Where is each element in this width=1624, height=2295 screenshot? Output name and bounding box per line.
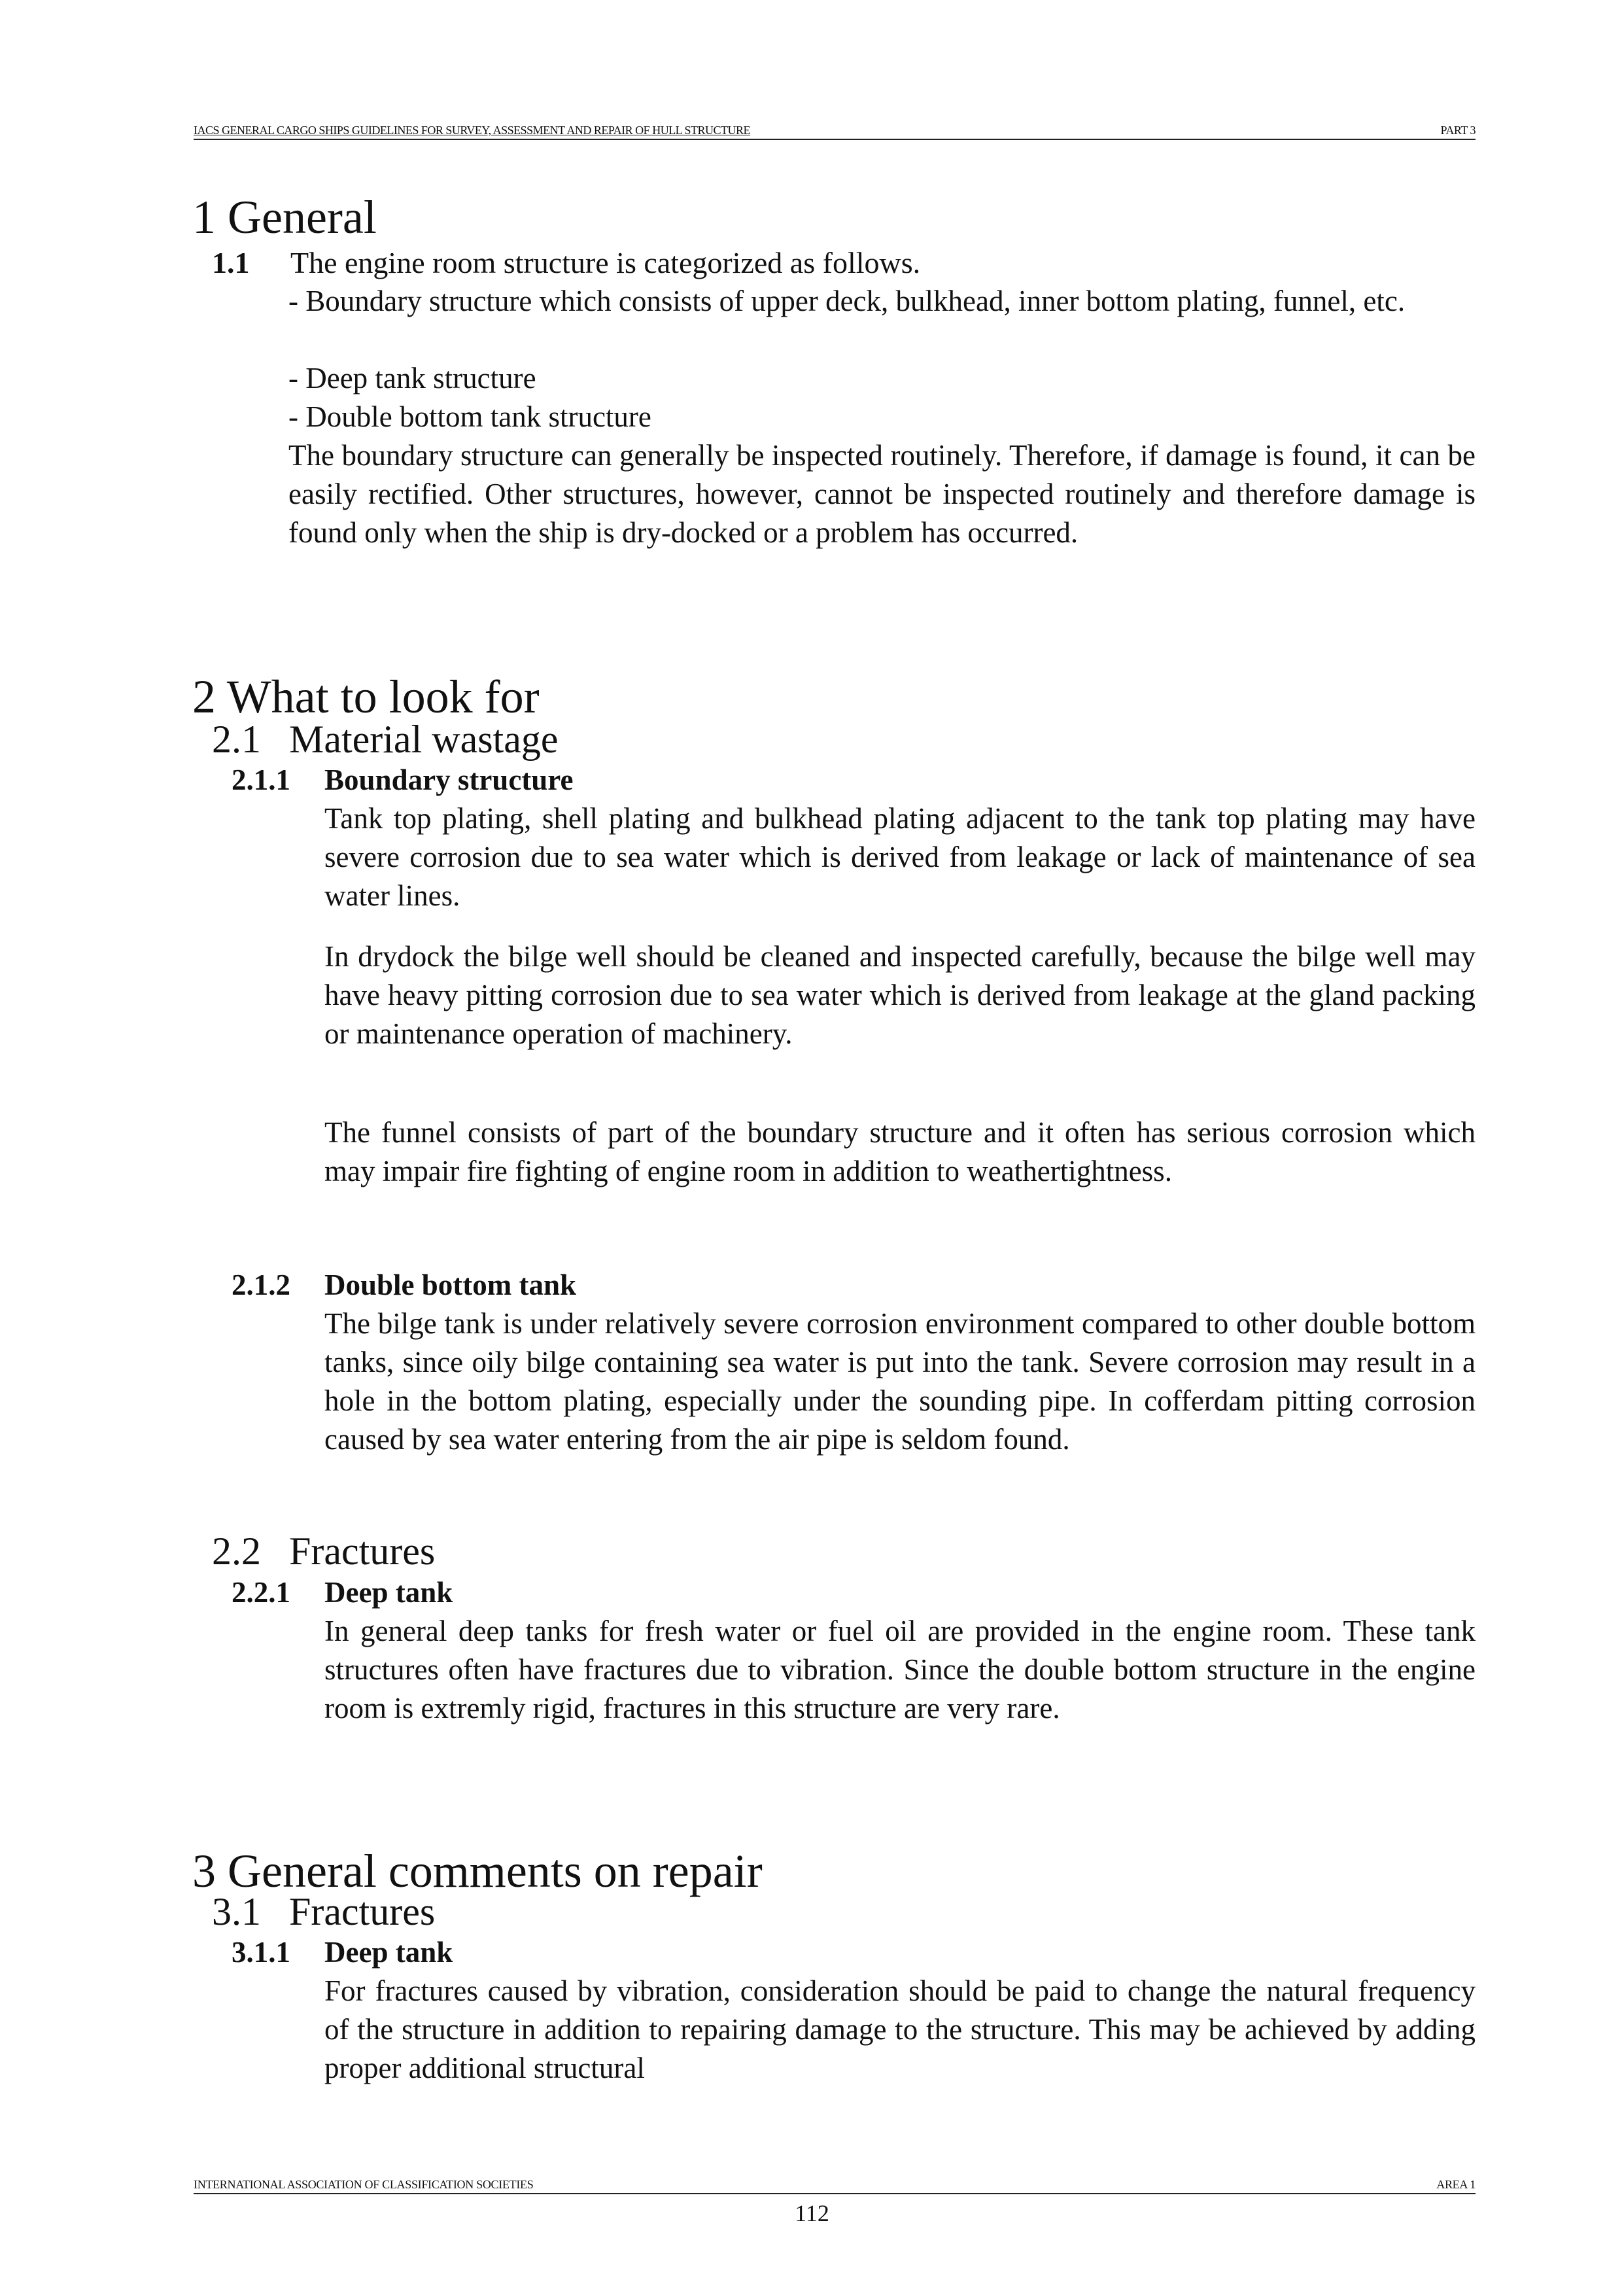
subsection-2-2-1-number: 2.2.1	[232, 1576, 290, 1609]
subsection-1-1-text: The engine room structure is categorized as follows.	[290, 246, 921, 279]
header-title: IACS GENERAL CARGO SHIPS GUIDELINES FOR SURVEY, ASSESSMENT AND REPAIR OF HULL STRUCTURE	[194, 124, 751, 137]
subsection-3-1-1-title: Deep tank	[324, 1936, 453, 1969]
subsection-3-1-1-number: 3.1.1	[232, 1936, 290, 1969]
subsection-2-1-1	[232, 761, 573, 799]
header-part: PART 3	[1440, 124, 1476, 137]
subsection-2-1	[212, 716, 558, 762]
section-1-paragraph: The boundary structure can generally be inspected routinely. Therefore, if damage is found, it can be easily rectified. Other structures, however, cannot be inspected routinely and therefore damage is found only when the ship is dry-docked or a problem has occurred.	[288, 439, 1476, 549]
running-header	[194, 122, 1476, 140]
subsection-1-1	[212, 243, 920, 283]
boundary-paragraph-3: The funnel consists of part of the boundary structure and it often has serious corrosion which may impair fire fighting of engine room in addition to weathertightness.	[324, 1116, 1476, 1187]
subsection-3-1-title: Fractures	[289, 1890, 436, 1933]
page-number: 112	[795, 2200, 829, 2226]
bullet-deep-tank: - Deep tank structure	[288, 362, 536, 394]
subsection-2-1-2-number: 2.1.2	[232, 1269, 290, 1301]
section-2-heading: 2 What to look for	[192, 671, 540, 723]
deep-tank-repair-paragraph: For fractures caused by vibration, consideration should be paid to change the natural frequency of the structure in addition to repairing damage to the structure. This may be achieved by adding proper additional structural	[324, 1974, 1476, 2084]
section-1-heading: 1 General	[192, 191, 377, 243]
double-bottom-paragraph: The bilge tank is under relatively severe corrosion environment compared to other double bottom tanks, since oily bilge containing sea water is put into the tank. Severe corrosion may result in a hole in the bottom plating, especially under the sounding pipe. In cofferdam pitting corrosion caused by sea water entering from the air pipe is seldom found.	[324, 1307, 1476, 1456]
boundary-paragraph-1: Tank top plating, shell plating and bulkhead plating adjacent to the tank top plating may have severe corrosion due to sea water which is derived from leakage or lack of maintenance of sea water lines.	[324, 802, 1476, 912]
subsection-2-2	[212, 1528, 435, 1574]
subsection-2-1-2	[232, 1266, 576, 1304]
subsection-2-1-1-number: 2.1.1	[232, 763, 290, 796]
subsection-2-2-1	[232, 1573, 453, 1611]
subsection-2-1-number: 2.1	[212, 718, 261, 761]
subsection-2-2-title: Fractures	[289, 1530, 436, 1573]
subsection-2-2-number: 2.2	[212, 1530, 261, 1573]
bullet-double-bottom: - Double bottom tank structure	[288, 400, 651, 433]
footer-area: AREA 1	[1436, 2178, 1476, 2191]
subsection-2-1-1-title: Boundary structure	[324, 763, 574, 796]
boundary-paragraph-2: In drydock the bilge well should be cleaned and inspected carefully, because the bilge well may have heavy pitting corrosion due to sea water which is derived from leakage at the gland packing or maintenance operation of machinery.	[324, 940, 1476, 1050]
subsection-3-1-number: 3.1	[212, 1890, 261, 1933]
deep-tank-fractures-paragraph: In general deep tanks for fresh water or fuel oil are provided in the engine room. These tank structures often have fractures due to vibration. Since the double bottom structure in the engine room is extremly rigid, fractures in this structure are very rare.	[324, 1615, 1476, 1725]
subsection-1-1-number: 1.1	[212, 246, 250, 279]
subsection-2-2-1-title: Deep tank	[324, 1576, 453, 1609]
footer-organization: INTERNATIONAL ASSOCIATION OF CLASSIFICATION SOCIETIES	[194, 2178, 534, 2191]
bullet-boundary-structure: - Boundary structure which consists of upper deck, bulkhead, inner bottom plating, funnel, etc.	[288, 285, 1406, 317]
subsection-2-1-2-title: Double bottom tank	[324, 1269, 577, 1301]
running-footer	[194, 2177, 1476, 2194]
section-3-heading: 3 General comments on repair	[192, 1845, 763, 1897]
subsection-3-1-1	[232, 1933, 453, 1971]
subsection-2-1-title: Material wastage	[289, 718, 559, 761]
subsection-3-1	[212, 1889, 435, 1935]
